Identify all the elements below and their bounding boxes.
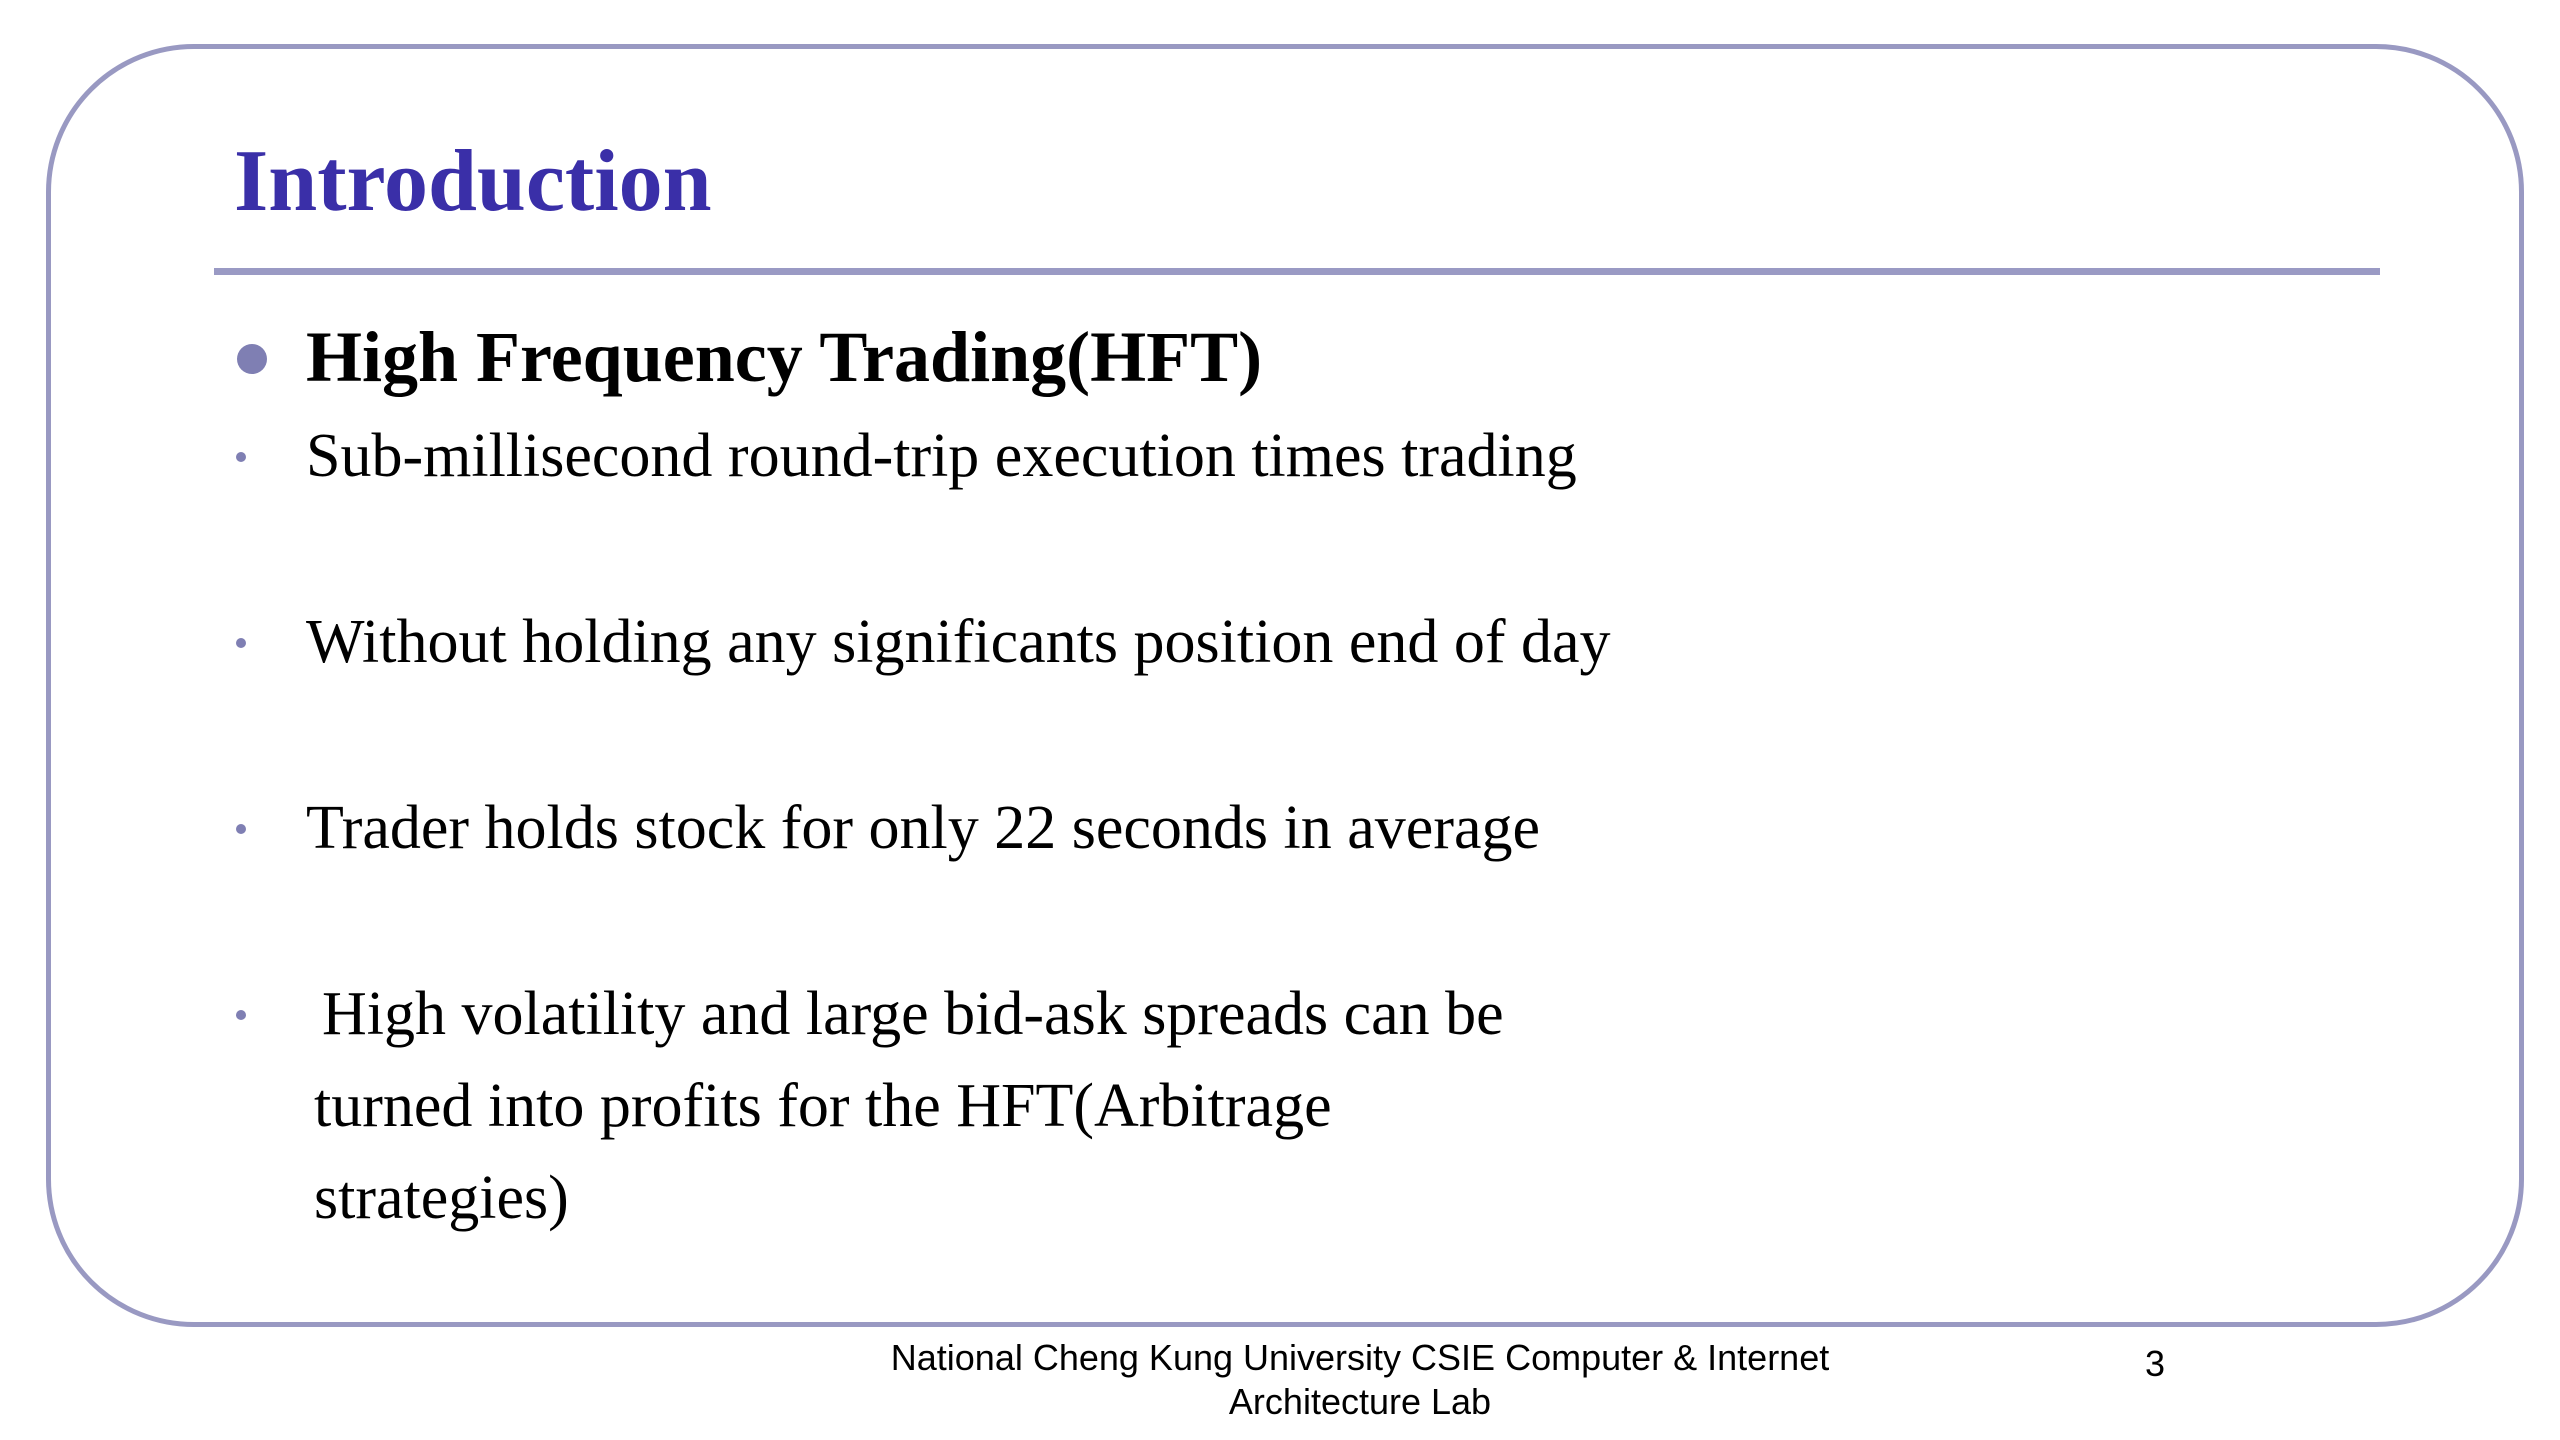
footer-line-2: Architecture Lab [1228, 1381, 1492, 1422]
main-bullet-icon [237, 344, 267, 374]
sub-bullet-volatility-line-1: High volatility and large bid-ask spreads can be [322, 980, 1504, 1048]
sub-bullet-icon [236, 1010, 246, 1020]
title-divider [214, 268, 2380, 275]
page-number: 3 [2144, 1343, 2166, 1384]
sub-bullet-icon [236, 638, 246, 648]
sub-bullet-no-position: Without holding any significants position end of day [306, 608, 1611, 676]
main-bullet-heading: High Frequency Trading(HFT) [306, 317, 1263, 397]
footer-line-1: National Cheng Kung University CSIE Computer & Internet [890, 1337, 1830, 1378]
sub-bullet-icon [236, 452, 246, 462]
sub-bullet-volatility-line-2: turned into profits for the HFT(Arbitrage [314, 1072, 1332, 1140]
sub-bullet-icon [236, 824, 246, 834]
sub-bullet-holding-time: Trader holds stock for only 22 seconds in average [306, 794, 1541, 862]
footer-institution [840, 1336, 1880, 1424]
sub-bullet-execution-times: Sub-millisecond round-trip execution times trading [306, 422, 1577, 490]
slide-title: Introduction [234, 133, 712, 230]
sub-bullet-volatility-line-3: strategies) [314, 1164, 569, 1232]
